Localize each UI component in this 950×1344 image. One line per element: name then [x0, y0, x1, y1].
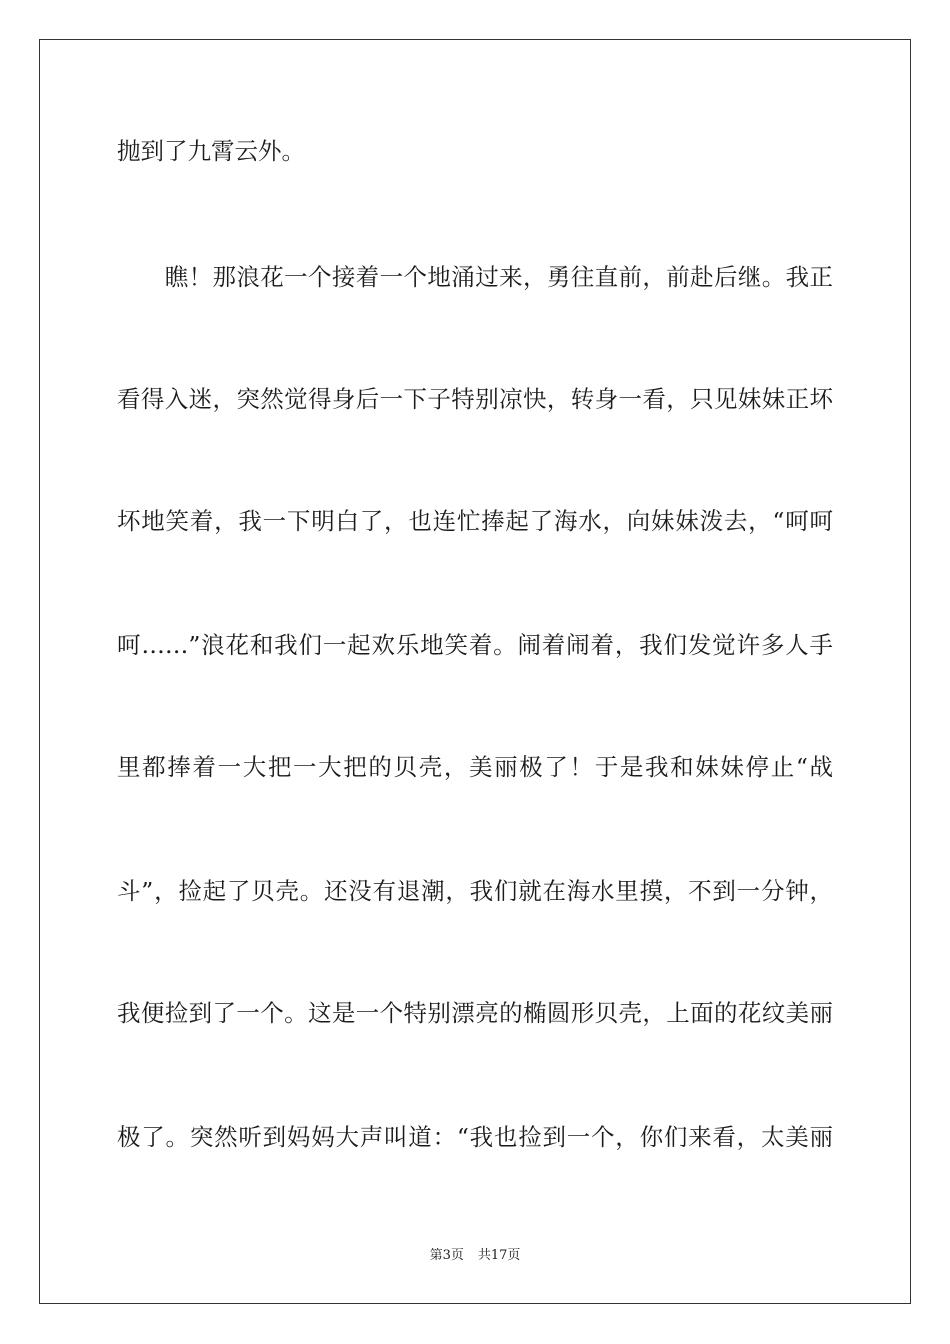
- text-line-3: 看得入迷，突然觉得身后一下子特别凉快，转身一看，只见妹妹正坏: [117, 385, 833, 413]
- text-line-9: 极了。突然听到妈妈大声叫道：“我也捡到一个，你们来看，太美丽: [117, 1123, 833, 1151]
- text-line-5: 呵……”浪花和我们一起欢乐地笑着。闹着闹着，我们发觉许多人手: [117, 631, 833, 659]
- text-line-6: 里都捧着一大把一大把的贝壳，美丽极了！于是我和妹妹停止“战: [117, 753, 833, 781]
- page-number: 第3页: [429, 1248, 464, 1263]
- text-line-7: 斗”，捡起了贝壳。还没有退潮，我们就在海水里摸，不到一分钟，: [117, 877, 833, 905]
- text-line-4: 坏地笑着，我一下明白了，也连忙捧起了海水，向妹妹泼去，“呵呵: [117, 507, 833, 535]
- text-line-1: 抛到了九霄云外。: [117, 137, 305, 165]
- page-footer: [0, 1247, 950, 1265]
- text-line-8: 我便捡到了一个。这是一个特别漂亮的椭圆形贝壳，上面的花纹美丽: [117, 999, 833, 1027]
- text-line-2: 瞧！那浪花一个接着一个地涌过来，勇往直前，前赴后继。我正: [117, 263, 833, 291]
- page-border: [39, 39, 911, 1304]
- page-total: 共17页: [477, 1248, 521, 1263]
